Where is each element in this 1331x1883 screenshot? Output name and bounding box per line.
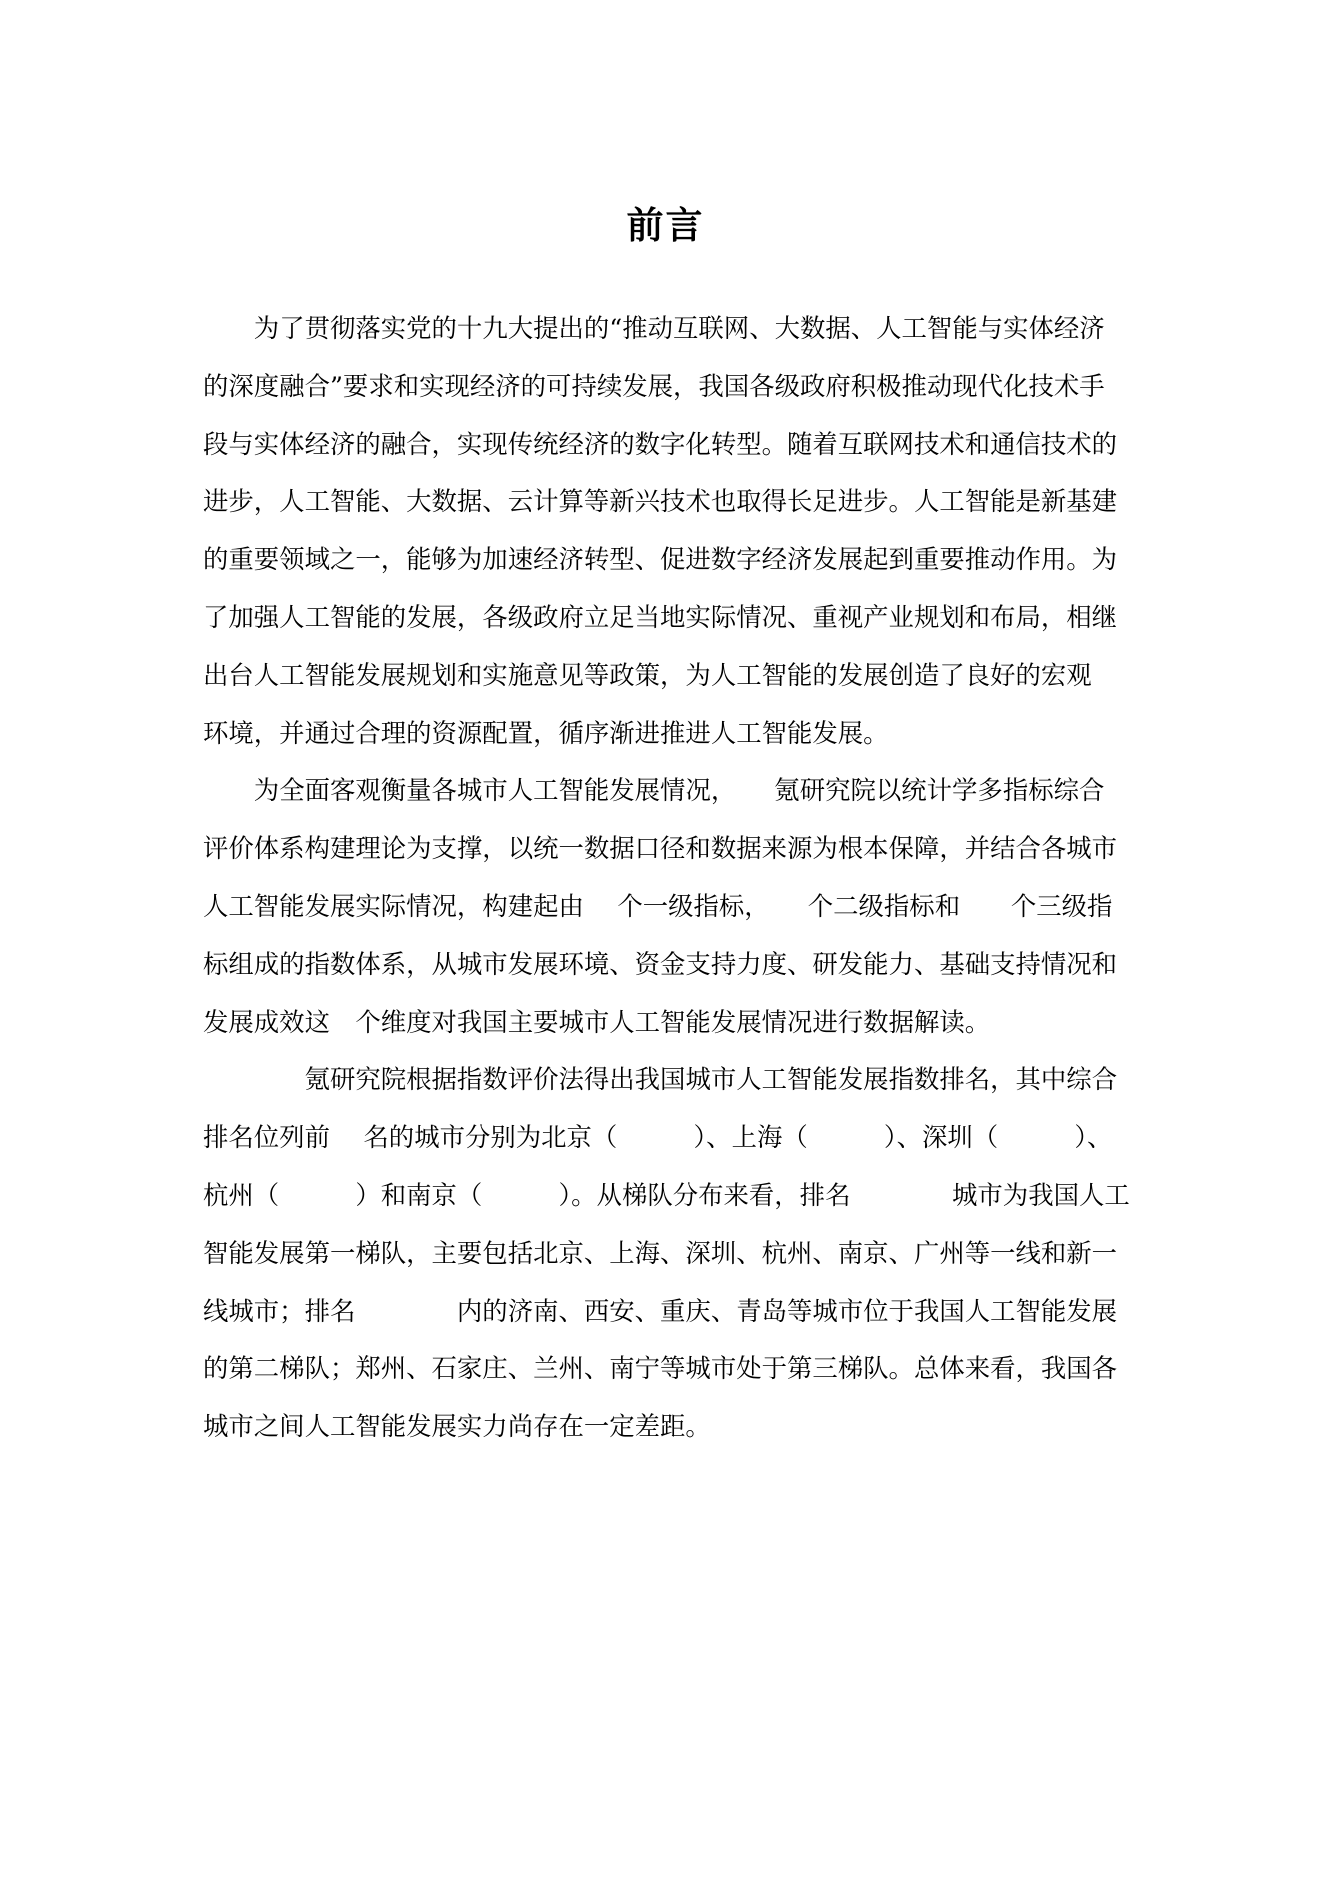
text-line: 杭州（ ）和南京（ ）。从梯队分布来看，排名 城市为我国人工 bbox=[203, 1179, 1130, 1210]
text-line: 发展成效这 个维度对我国主要城市人工智能发展情况进行数据解读。 bbox=[203, 1006, 991, 1037]
paragraph-1 bbox=[203, 300, 1140, 762]
text-line: 段与实体经济的融合，实现传统经济的数字化转型。随着互联网技术和通信技术的 bbox=[203, 428, 1118, 459]
text-line: 城市之间人工智能发展实力尚存在一定差距。 bbox=[203, 1411, 711, 1442]
document-body bbox=[203, 300, 1140, 1456]
text-line: 智能发展第一梯队，主要包括北京、上海、深圳、杭州、南京、广州等一线和新一 bbox=[203, 1237, 1118, 1268]
text-line: 为全面客观衡量各城市人工智能发展情况， 氪研究院以统计学多指标综合 bbox=[253, 775, 1105, 806]
text-line: 的第二梯队；郑州、石家庄、兰州、南宁等城市处于第三梯队。总体来看，我国各 bbox=[203, 1353, 1118, 1384]
text-line: 了加强人工智能的发展，各级政府立足当地实际情况、重视产业规划和布局，相继 bbox=[203, 601, 1118, 632]
text-line: 评价体系构建理论为支撑，以统一数据口径和数据来源为根本保障，并结合各城市 bbox=[203, 833, 1118, 864]
paragraph-2 bbox=[203, 762, 1140, 1051]
text-line: 环境，并通过合理的资源配置，循序渐进推进人工智能发展。 bbox=[203, 717, 889, 748]
text-line: 为了贯彻落实党的十九大提出的“推动互联网、大数据、人工智能与实体经济 bbox=[253, 313, 1105, 343]
text-line: 排名位列前 名的城市分别为北京（ ）、上海（ ）、深圳（ ）、 bbox=[203, 1122, 1113, 1153]
text-line: 出台人工智能发展规划和实施意见等政策，为人工智能的发展创造了良好的宏观 bbox=[203, 659, 1092, 690]
text-line: 的重要领域之一，能够为加速经济转型、促进数字经济发展起到重要推动作用。为 bbox=[203, 544, 1118, 575]
text-line: 进步，人工智能、大数据、云计算等新兴技术也取得长足进步。人工智能是新基建 bbox=[203, 486, 1118, 517]
text-line: 人工智能发展实际情况，构建起由 个一级指标， 个二级指标和 个三级指 bbox=[203, 890, 1113, 921]
text-line: 氪研究院根据指数评价法得出我国城市人工智能发展指数排名，其中综合 bbox=[253, 1064, 1118, 1095]
text-line: 的深度融合”要求和实现经济的可持续发展，我国各级政府积极推动现代化技术手 bbox=[203, 370, 1105, 401]
page-title: 前言 bbox=[626, 204, 705, 247]
text-line: 线城市；排名 内的济南、西安、重庆、青岛等城市位于我国人工智能发展 bbox=[203, 1295, 1118, 1326]
text-line: 标组成的指数体系，从城市发展环境、资金支持力度、研发能力、基础支持情况和 bbox=[203, 948, 1118, 979]
paragraph-3 bbox=[203, 1051, 1140, 1456]
